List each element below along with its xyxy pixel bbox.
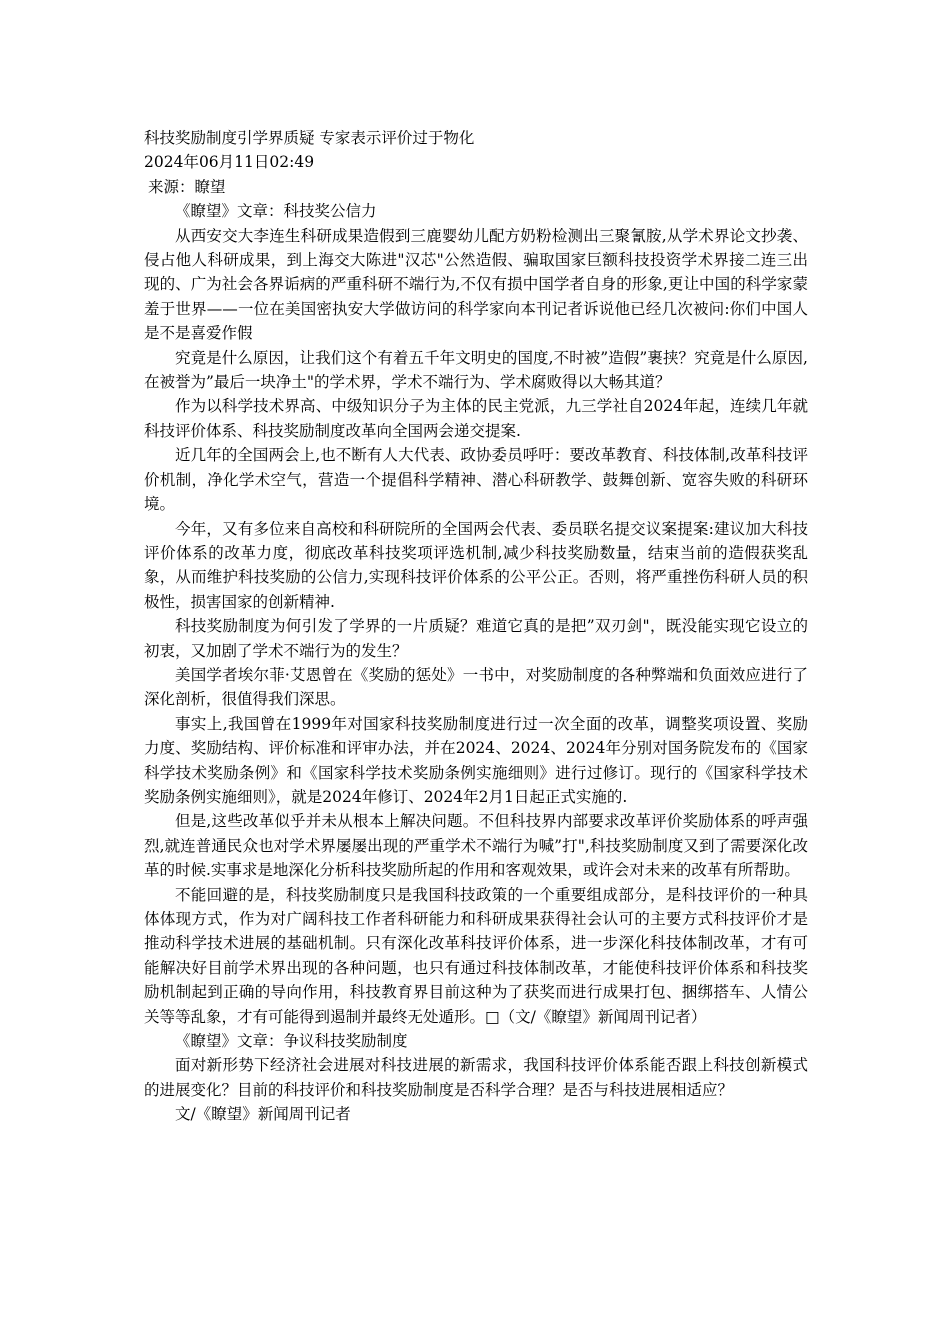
paragraph: 今年，又有多位来自高校和科研院所的全国两会代表、委员联名提交议案提案:建议加大科技评价体系的改革力度，彻底改革科技奖项评选机制,减少科技奖励数量，结束当前的造假获奖乱象，从而维护科技奖励的公信力,实现科技评价体系的公平公正。否则，将严重挫伤科研人员的积极性，损害国家的创新精神. [144, 519, 808, 611]
paragraph: 从西安交大李连生科研成果造假到三鹿婴幼儿配方奶粉检测出三聚氰胺,从学术界论文抄袭、侵占他人科研成果，到上海交大陈进"汉芯"公然造假、骗取国家巨额科技投资学术界接二连三出现的、广为社会各界诟病的严重科研不端行为,不仅有损中国学者自身的形象,更让中国的科学家蒙羞于世界——一位在美国密执安大学做访问的科学家向本刊记者诉说他已经几次被问:你们中国人是不是喜爱作假 [144, 226, 808, 343]
article-title: 科技奖励制度引学界质疑 专家表示评价过于物化 [144, 129, 475, 147]
paragraph: 但是,这些改革似乎并未从根本上解决问题。不但科技界内部要求改革评价奖励体系的呼声强烈,就连普通民众也对学术界屡屡出现的严重学术不端行为喊”打",科技奖励制度又到了需要深化改革的时候.实事求是地深化分析科技奖励所起的作用和客观效果，或许会对未来的改革有所帮助。 [144, 812, 808, 880]
paragraph: 面对新形势下经济社会进展对科技进展的新需求，我国科技评价体系能否跟上科技创新模式的进展变化？目前的科技评价和科技奖励制度是否科学合理？是否与科技进展相适应？ [144, 1056, 808, 1099]
paragraph: 不能回避的是，科技奖励制度只是我国科技政策的一个重要组成部分，是科技评价的一种具体体现方式，作为对广阔科技工作者科研能力和科研成果获得社会认可的主要方式科技评价才是推动科学技术进展的基础机制。只有深化改革科技评价体系，进一步深化科技体制改革，才有可能解决好目前学术界出现的各种问题，也只有通过科技体制改革，才能使科技评价体系和科技奖励机制起到正确的导向作用，科技教育界目前这种为了获奖而进行成果打包、捆绑搭车、人情公关等等乱象，才有可能得到遏制并最终无处遁形。□（文/《瞭望》新闻周刊记者） [144, 885, 808, 1026]
paragraph: 科技奖励制度为何引发了学界的一片质疑？难道它真的是把”双刃剑"，既没能实现它设立的初衷，又加剧了学术不端行为的发生？ [144, 617, 808, 660]
byline: 文/《瞭望》新闻周刊记者 [175, 1105, 351, 1124]
paragraph: 美国学者埃尔菲·艾恩曾在《奖励的惩处》一书中，对奖励制度的各种弊端和负面效应进行了深化剖析，很值得我们深思。 [144, 665, 808, 709]
paragraph: 事实上,我国曾在1999年对国家科技奖励制度进行过一次全面的改革，调整奖项设置、奖励力度、奖励结构、评价标准和评审办法，并在2024、2024、2024年分别对国务院发布的《国家科学技术奖励条例》和《国家科学技术奖励条例实施细则》进行过修订。现行的《国家科学技术奖励条例实施细则》，就是2024年修订、2024年2月1日起正式实施的. [144, 714, 808, 806]
article-body [144, 126, 808, 1127]
article-datetime: 2024年06月11日02:49 [144, 153, 315, 172]
paragraph: 作为以科学技术界高、中级知识分子为主体的民主党派，九三学社自2024年起，连续几年就科技评价体系、科技奖励制度改革向全国两会递交提案. [144, 397, 808, 440]
paragraph: 近几年的全国两会上,也不断有人大代表、政协委员呼吁：要改革教育、科技体制,改革科技评价机制，净化学术空气，营造一个提倡科学精神、潜心科研教学、鼓舞创新、宽容失败的科研环境。 [144, 446, 808, 514]
section-heading-1: 《瞭望》文章：科技奖公信力 [175, 202, 377, 221]
article-source: 来源：瞭望 [148, 177, 226, 196]
section-heading-2: 《瞭望》文章：争议科技奖励制度 [175, 1032, 408, 1051]
paragraph: 究竟是什么原因，让我们这个有着五千年文明史的国度,不时被”造假”裹挟？究竟是什么原因,在被誉为”最后一块净土"的学术界，学术不端行为、学术腐败得以大畅其道？ [144, 348, 808, 392]
